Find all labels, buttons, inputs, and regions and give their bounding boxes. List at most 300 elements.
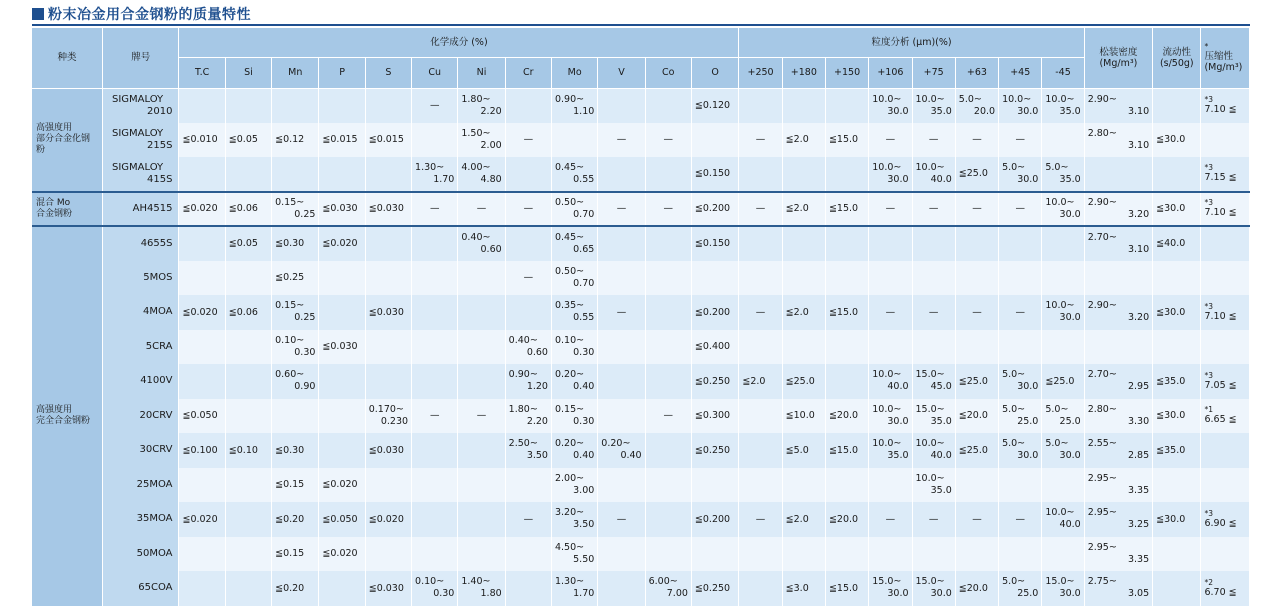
data-cell: ≦0.30 [272,433,319,468]
grade-line: 415S [147,173,173,185]
data-cell: ≦25.0 [1042,364,1084,399]
data-cell [505,537,551,572]
data-cell: 10.0~ 30.0 [869,88,912,123]
data-cell [645,261,691,296]
grade-line: 30CRV [139,444,173,456]
data-cell: ≦0.05 [225,226,271,261]
data-cell [1153,571,1201,606]
data-cell [179,571,225,606]
data-cell: 1.30~ 1.70 [412,157,458,192]
data-cell [1153,261,1201,296]
data-cell [645,502,691,537]
data-cell [1201,537,1250,572]
data-cell [225,571,271,606]
data-cell [412,123,458,158]
data-cell [365,88,411,123]
data-cell [739,433,782,468]
comp-label: 压缩性 [1204,50,1233,62]
grade-line: SIGMALOY [111,127,164,139]
data-cell [691,123,738,158]
data-cell: — [412,192,458,227]
data-cell: 1.40~ 1.80 [458,571,505,606]
category-line: 合金钢粉 [36,208,73,219]
data-cell: ≦20.0 [955,571,998,606]
subheader-col: -45 [1042,57,1084,88]
data-cell: 4.00~ 4.80 [458,157,505,192]
data-cell [1201,330,1250,365]
data-cell [179,364,225,399]
data-cell [412,295,458,330]
data-cell: ≦0.15 [272,537,319,572]
data-cell [551,123,597,158]
data-cell: 2.80~ 3.10 [1084,123,1152,158]
header-particle: 粒度分析 (μm)(%) [739,28,1084,57]
data-cell [869,537,912,572]
data-cell [225,330,271,365]
data-cell: 1.30~ 1.70 [551,571,597,606]
data-cell: ≦20.0 [955,399,998,434]
data-cell [869,226,912,261]
data-cell: 10.0~ 30.0 [1042,192,1084,227]
data-cell [272,399,319,434]
data-cell: *3 7.10 ≦ [1201,295,1250,330]
data-cell: ≦0.010 [179,123,225,158]
data-cell: ≦15.0 [825,295,868,330]
data-cell: ≦0.05 [225,123,271,158]
data-cell [645,88,691,123]
data-cell [319,295,365,330]
data-cell [365,261,411,296]
data-cell: ≦35.0 [1153,433,1201,468]
data-cell [691,468,738,503]
title-square-icon [32,8,44,20]
table-row [32,399,1250,434]
data-cell: 0.40~ 0.60 [505,330,551,365]
data-cell: — [912,192,955,227]
grade-line: 50MOA [136,547,173,559]
data-cell: ≦0.250 [691,433,738,468]
category-line: 高强度用 [36,405,73,416]
data-cell: ≦0.12 [272,123,319,158]
data-cell [412,468,458,503]
grade-cell [102,330,179,365]
data-cell: *3 7.10 ≦ [1201,192,1250,227]
data-cell [645,537,691,572]
grade-line: 65COA [138,582,173,594]
data-cell [412,261,458,296]
grade-cell [102,88,179,123]
data-cell: 0.50~ 0.70 [551,261,597,296]
data-cell: ≦0.06 [225,295,271,330]
data-cell: ≦0.120 [691,88,738,123]
data-cell: — [869,502,912,537]
data-cell: ≦0.015 [319,123,365,158]
data-cell [412,433,458,468]
data-cell: 0.45~ 0.55 [551,157,597,192]
subheader-col: Co [645,57,691,88]
data-cell: 2.70~ 2.95 [1084,364,1152,399]
grade-line: 25MOA [136,478,173,490]
data-cell: 2.90~ 3.20 [1084,295,1152,330]
data-cell [458,433,505,468]
data-cell: — [505,261,551,296]
data-cell: ≦0.250 [691,364,738,399]
data-cell [825,226,868,261]
subheader-col: +75 [912,57,955,88]
data-cell: — [598,295,645,330]
data-cell: ≦0.200 [691,192,738,227]
data-cell [225,537,271,572]
data-cell [179,226,225,261]
data-cell: ≦0.150 [691,157,738,192]
data-cell: *3 7.10 ≦ [1201,88,1250,123]
data-cell: ≦0.150 [691,226,738,261]
data-cell: 2.95~ 3.25 [1084,502,1152,537]
data-cell [1084,261,1152,296]
data-cell [825,364,868,399]
data-cell: 2.70~ 3.10 [1084,226,1152,261]
data-cell [782,468,825,503]
data-cell [505,157,551,192]
table-row [32,433,1250,468]
data-cell: ≦0.020 [319,468,365,503]
data-cell: 2.75~ 3.05 [1084,571,1152,606]
grade-line: SIGMALOY [111,161,164,173]
data-cell [1153,157,1201,192]
comp-star: * [1204,41,1209,51]
data-cell [782,261,825,296]
data-cell: 0.15~ 0.25 [272,192,319,227]
data-cell [179,88,225,123]
data-cell: 0.45~ 0.65 [551,226,597,261]
data-cell: 0.20~ 0.40 [598,433,645,468]
data-cell [319,571,365,606]
data-cell: 0.40~ 0.60 [458,226,505,261]
table-row [32,502,1250,537]
header-chem: 化学成分 (%) [179,28,739,57]
data-cell: — [739,295,782,330]
data-cell: *3 7.05 ≦ [1201,364,1250,399]
table-row [32,192,1250,227]
data-cell: — [955,502,998,537]
data-cell [179,330,225,365]
data-cell: — [999,295,1042,330]
data-cell: — [912,295,955,330]
data-cell: ≦0.06 [225,192,271,227]
data-cell: ≦25.0 [955,364,998,399]
data-cell: — [869,192,912,227]
data-cell: 0.20~ 0.40 [551,433,597,468]
grade-line: 35MOA [136,513,173,525]
data-cell: 15.0~ 30.0 [912,571,955,606]
data-cell: 2.00~ 3.00 [551,468,597,503]
data-cell: 0.90~ 1.20 [505,364,551,399]
comp-unit: (Mg/m³) [1204,61,1243,73]
category-line: 混合 Mo [36,197,71,208]
data-cell: — [869,295,912,330]
data-cell [691,537,738,572]
data-cell [365,330,411,365]
data-cell [912,261,955,296]
table-row [32,468,1250,503]
data-cell: — [458,399,505,434]
grade-line: 215S [147,139,173,151]
data-cell [1042,261,1084,296]
data-cell [645,226,691,261]
data-cell: ≦25.0 [955,157,998,192]
data-cell [1084,330,1152,365]
category-cell [32,192,102,227]
data-cell: 10.0~ 40.0 [912,157,955,192]
page-title: 粉末冶金用合金钢粉的质量特性 [48,7,251,23]
data-cell: — [598,502,645,537]
data-cell: 0.10~ 0.30 [272,330,319,365]
table-row [32,295,1250,330]
data-cell: ≦0.050 [179,399,225,434]
subheader-col: +150 [825,57,868,88]
data-cell [739,399,782,434]
data-cell [645,364,691,399]
data-cell: ≦0.250 [691,571,738,606]
data-cell [1153,330,1201,365]
flow-unit: (s/50g) [1159,57,1194,69]
data-cell: ≦20.0 [825,502,868,537]
data-cell [272,88,319,123]
data-cell: 0.90~ 1.10 [551,88,597,123]
data-cell [598,157,645,192]
data-cell [598,88,645,123]
data-cell [272,157,319,192]
data-cell: ≦15.0 [825,433,868,468]
data-cell: ≦30.0 [1153,399,1201,434]
data-cell: *3 7.15 ≦ [1201,157,1250,192]
subheader-col: +63 [955,57,998,88]
data-cell [365,468,411,503]
table-row [32,537,1250,572]
flow-label: 流动性 [1162,46,1192,58]
subheader-col: P [319,57,365,88]
data-cell [782,226,825,261]
data-cell: 5.0~ 30.0 [999,364,1042,399]
category-cell [32,88,102,192]
grade-line: 5MOS [143,271,173,283]
data-cell: ≦0.015 [365,123,411,158]
data-cell [825,330,868,365]
data-cell [782,88,825,123]
data-cell: ≦30.0 [1153,295,1201,330]
data-cell: 15.0~ 45.0 [912,364,955,399]
data-cell [598,364,645,399]
data-cell: 0.170~ 0.230 [365,399,411,434]
data-cell [412,502,458,537]
data-cell: ≦0.300 [691,399,738,434]
data-cell [179,537,225,572]
data-cell: 0.10~ 0.30 [551,330,597,365]
data-cell: — [869,123,912,158]
data-cell [225,399,271,434]
data-cell [458,261,505,296]
data-cell: ≦0.050 [319,502,365,537]
data-cell [955,537,998,572]
grade-line: 4MOA [142,306,173,318]
data-cell: ≦35.0 [1153,364,1201,399]
data-cell: — [739,502,782,537]
data-cell [955,226,998,261]
data-cell [869,261,912,296]
data-cell: — [645,123,691,158]
table-row [32,330,1250,365]
density-unit: (Mg/m³) [1099,57,1138,69]
data-cell: ≦0.200 [691,295,738,330]
data-cell: 10.0~ 30.0 [999,88,1042,123]
data-cell [365,226,411,261]
data-cell [739,537,782,572]
data-cell: ≦3.0 [782,571,825,606]
grade-cell [102,468,179,503]
data-cell [739,330,782,365]
data-cell: 0.15~ 0.30 [551,399,597,434]
data-cell: ≦15.0 [825,123,868,158]
data-cell: — [505,192,551,227]
data-cell [825,88,868,123]
grade-line: 4100V [140,375,173,387]
subheader-col: Mo [551,57,597,88]
table-row [32,261,1250,296]
data-cell: 2.80~ 3.30 [1084,399,1152,434]
data-cell: ≦0.030 [319,192,365,227]
grade-cell [102,192,179,227]
data-cell: ≦15.0 [825,571,868,606]
header-category: 种类 [32,28,102,88]
data-cell: — [598,192,645,227]
data-cell [319,433,365,468]
data-cell: ≦30.0 [1153,123,1201,158]
data-cell: ≦2.0 [782,502,825,537]
data-cell: 6.00~ 7.00 [645,571,691,606]
data-cell [365,364,411,399]
data-cell [645,468,691,503]
data-cell: 0.50~ 0.70 [551,192,597,227]
category-line: 完全合金钢粉 [36,416,91,427]
data-cell: ≦40.0 [1153,226,1201,261]
data-cell [319,399,365,434]
data-cell [598,468,645,503]
data-cell [412,537,458,572]
data-cell: — [999,502,1042,537]
data-cell [999,468,1042,503]
subheader-col: T.C [179,57,225,88]
data-cell: 5.0~ 25.0 [1042,399,1084,434]
grade-cell [102,537,179,572]
data-cell [691,261,738,296]
data-cell: 5.0~ 25.0 [999,571,1042,606]
data-cell: ≦2.0 [782,295,825,330]
data-cell: 5.0~ 20.0 [955,88,998,123]
category-cell [32,226,102,606]
data-cell [412,226,458,261]
data-cell: 10.0~ 30.0 [869,399,912,434]
table-row [32,571,1250,606]
data-cell: 5.0~ 25.0 [999,399,1042,434]
subheader-col: +45 [999,57,1042,88]
density-label: 松装密度 [1099,46,1138,58]
data-cell: — [955,295,998,330]
subheader-col: O [691,57,738,88]
data-cell [179,261,225,296]
data-cell [598,261,645,296]
data-cell [598,226,645,261]
data-cell: ≦2.0 [782,192,825,227]
data-cell [412,330,458,365]
header-density [1084,28,1152,88]
subheader-col: S [365,57,411,88]
data-cell: 4.50~ 5.50 [551,537,597,572]
properties-table [32,28,1250,606]
data-cell [458,364,505,399]
data-cell: ≦0.400 [691,330,738,365]
data-cell: 0.35~ 0.55 [551,295,597,330]
data-cell: 0.10~ 0.30 [412,571,458,606]
data-cell: ≦25.0 [782,364,825,399]
data-cell: ≦30.0 [1153,192,1201,227]
data-cell [505,468,551,503]
data-cell [825,468,868,503]
data-cell [999,226,1042,261]
header-compress [1201,28,1250,88]
data-cell [458,330,505,365]
data-cell: — [505,502,551,537]
data-cell [505,571,551,606]
data-cell: ≦0.020 [319,226,365,261]
data-cell: 2.55~ 2.85 [1084,433,1152,468]
data-cell: — [999,123,1042,158]
grade-line: 4655S [140,237,173,249]
data-cell [739,226,782,261]
data-cell: ≦0.20 [272,571,319,606]
table-row [32,157,1250,192]
data-cell [1201,226,1250,261]
data-cell: ≦0.020 [365,502,411,537]
data-cell: — [458,192,505,227]
subheader-col: V [598,57,645,88]
data-cell [869,330,912,365]
data-cell [999,330,1042,365]
data-cell [505,88,551,123]
category-line: 高强度用 [36,123,73,133]
data-cell: ≦0.020 [179,502,225,537]
grade-cell [102,123,179,158]
data-cell: 2.90~ 3.20 [1084,192,1152,227]
data-cell: 1.50~ 2.00 [458,123,505,158]
data-cell [458,295,505,330]
data-cell: — [739,123,782,158]
grade-line: 20CRV [139,409,173,421]
subheader-col: Cr [505,57,551,88]
data-cell [319,157,365,192]
data-cell: 15.0~ 30.0 [1042,571,1084,606]
header-grade: 牌号 [102,28,179,88]
data-cell [225,502,271,537]
data-cell: — [412,399,458,434]
data-cell [645,330,691,365]
data-cell: ≦0.10 [225,433,271,468]
data-cell: — [955,192,998,227]
data-cell [739,88,782,123]
data-cell [912,330,955,365]
data-cell [598,537,645,572]
data-cell: ≦0.200 [691,502,738,537]
data-cell [319,261,365,296]
